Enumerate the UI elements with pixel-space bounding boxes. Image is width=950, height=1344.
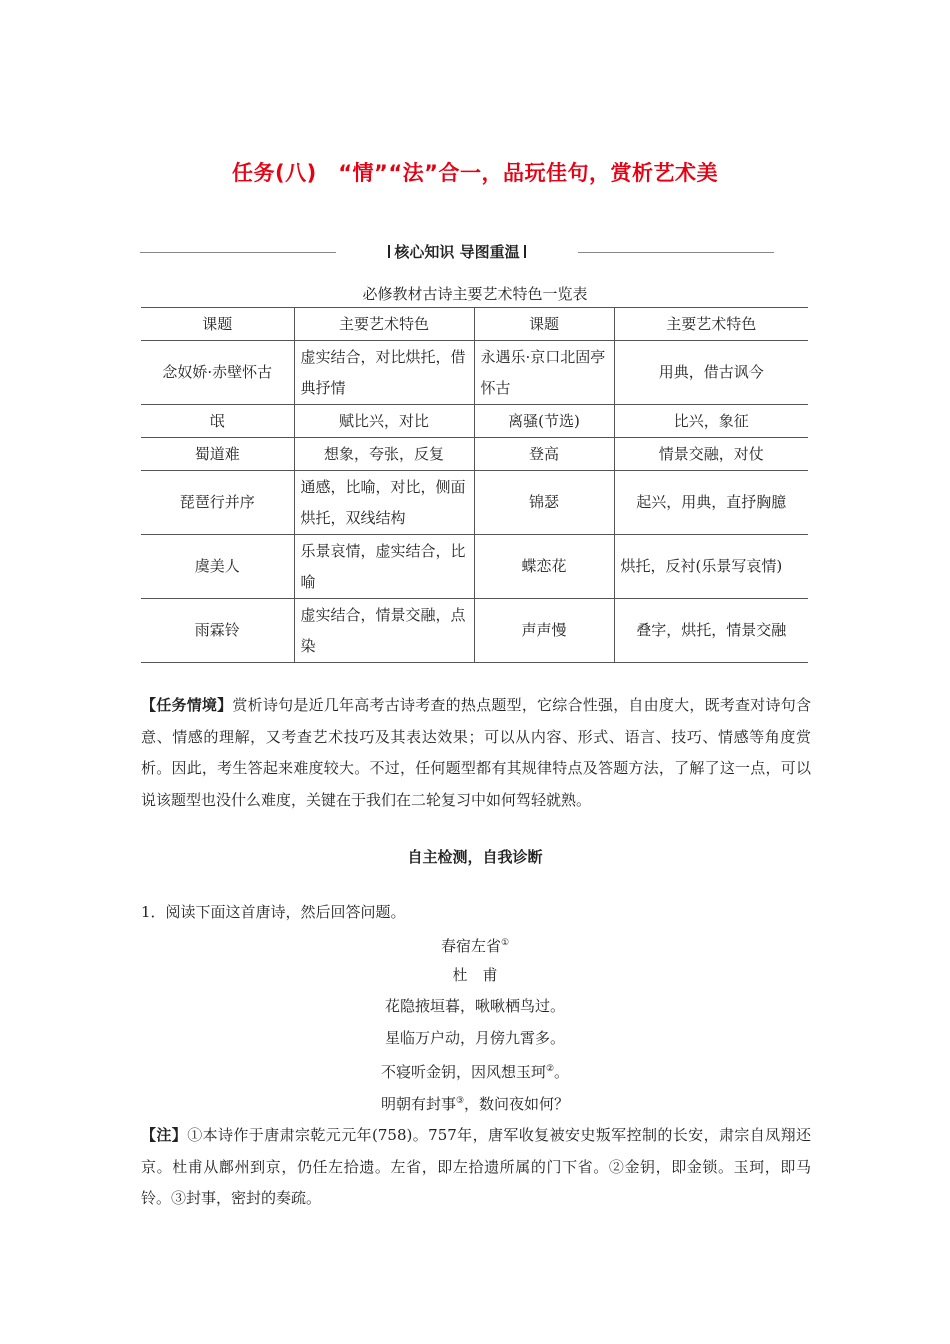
table-cell: 赋比兴，对比 xyxy=(294,405,474,438)
poem-title: 春宿左省 xyxy=(440,937,501,955)
divider-bar-right xyxy=(524,245,526,258)
table-cell: 想象，夸张，反复 xyxy=(294,438,474,471)
table-header: 课题 xyxy=(474,308,614,341)
table-header: 主要艺术特色 xyxy=(614,308,808,341)
table-cell: 虚实结合，对比烘托，借典抒情 xyxy=(294,341,474,405)
table-row xyxy=(141,535,808,599)
divider-bar-left xyxy=(388,245,390,258)
notes-tag: 【注】 xyxy=(141,1126,188,1144)
table-cell: 蝶恋花 xyxy=(474,535,614,599)
poem-line-text: 。 xyxy=(554,1063,570,1081)
task-context-text: 赏析诗句是近几年高考古诗考查的热点题型，它综合性强，自由度大，既考查对诗句含意、情感的理解，又考查艺术技巧及其表达效果；可以从内容、形式、语言、技巧、情感等角度赏析。因此，考生答起来难度较大。不过，任何题型都有其规律特点及答题方法，了解了这一点，可以说该题型也没什么难度，关键在于我们在二轮复习中如何驾轻就熟。 xyxy=(141,696,811,809)
section-divider xyxy=(140,243,774,261)
table-row xyxy=(141,341,808,405)
table-cell: 叠字，烘托，情景交融 xyxy=(614,599,808,663)
section-subheading: 自主检测，自我诊断 xyxy=(407,848,543,866)
task-context xyxy=(141,690,811,816)
poem-line xyxy=(0,1054,950,1086)
table-caption: 必修教材古诗主要艺术特色一览表 xyxy=(362,285,588,303)
poem-line-text: ，数问夜如何？ xyxy=(464,1094,570,1113)
table-cell: 登高 xyxy=(474,438,614,471)
table-row xyxy=(141,438,808,471)
table-header-row xyxy=(141,308,808,341)
table-cell: 琵琶行并序 xyxy=(141,471,294,535)
poem-title-line xyxy=(0,928,950,960)
section-label-box xyxy=(336,243,578,261)
table-cell: 氓 xyxy=(141,405,294,438)
art-features-table xyxy=(141,307,808,663)
table-cell: 锦瑟 xyxy=(474,471,614,535)
poem-line: 花隐掖垣暮，啾啾栖鸟过。 xyxy=(384,997,565,1015)
poem-line-text: 不寝听金钥，因风想玉珂 xyxy=(380,1063,546,1081)
table-cell: 乐景哀情，虚实结合，比喻 xyxy=(294,535,474,599)
table-row xyxy=(141,471,808,535)
poem-line-text: 明朝有封事 xyxy=(380,1094,456,1113)
poem xyxy=(0,928,950,1117)
table-cell: 离骚(节选) xyxy=(474,405,614,438)
section-label: 核心知识 导图重温 xyxy=(394,243,520,261)
table-cell: 念奴娇·赤壁怀古 xyxy=(141,341,294,405)
poem-line: 星临万户动，月傍九霄多。 xyxy=(384,1028,565,1047)
divider-line-right xyxy=(578,252,774,253)
table-cell: 情景交融，对仗 xyxy=(614,438,808,471)
table-header: 主要艺术特色 xyxy=(294,308,474,341)
task-context-tag: 【任务情境】 xyxy=(141,696,233,714)
table-cell: 蜀道难 xyxy=(141,438,294,471)
table-cell: 比兴，象征 xyxy=(614,405,808,438)
table-cell: 虞美人 xyxy=(141,535,294,599)
table-cell: 起兴，用典，直抒胸臆 xyxy=(614,471,808,535)
notes-text: ①本诗作于唐肃宗乾元元年(758)。757年，唐军收复被安史叛军控制的长安，肃宗自凤翔还京。杜甫从鄜州到京，仍任左拾遗。左省，即左拾遗所属的门下省。②金钥，即金锁。玉珂，即马铃。③封事，密封的奏疏。 xyxy=(141,1126,811,1207)
table-row xyxy=(141,405,808,438)
table-cell: 永遇乐·京口北固亭怀古 xyxy=(474,341,614,405)
table-cell: 通感，比喻，对比，侧面烘托，双线结构 xyxy=(294,471,474,535)
note-mark: ③ xyxy=(455,1095,465,1106)
table-cell: 烘托，反衬(乐景写哀情) xyxy=(614,535,808,599)
table-cell: 虚实结合，情景交融，点染 xyxy=(294,599,474,663)
question-prompt: 1．阅读下面这首唐诗，然后回答问题。 xyxy=(141,903,406,921)
note-mark: ② xyxy=(545,1064,555,1074)
table-cell: 用典，借古讽今 xyxy=(614,341,808,405)
page-title: 任务(八) “情”“法”合一，品玩佳句，赏析艺术美 xyxy=(232,161,718,185)
poem-notes xyxy=(141,1120,811,1215)
table-row xyxy=(141,599,808,663)
divider-line-left xyxy=(140,252,336,253)
table-cell: 声声慢 xyxy=(474,599,614,663)
table-header: 课题 xyxy=(141,308,294,341)
note-mark: ① xyxy=(500,938,510,948)
poem-line xyxy=(0,1086,950,1118)
poem-author: 杜 甫 xyxy=(452,965,498,984)
table-cell: 雨霖铃 xyxy=(141,599,294,663)
